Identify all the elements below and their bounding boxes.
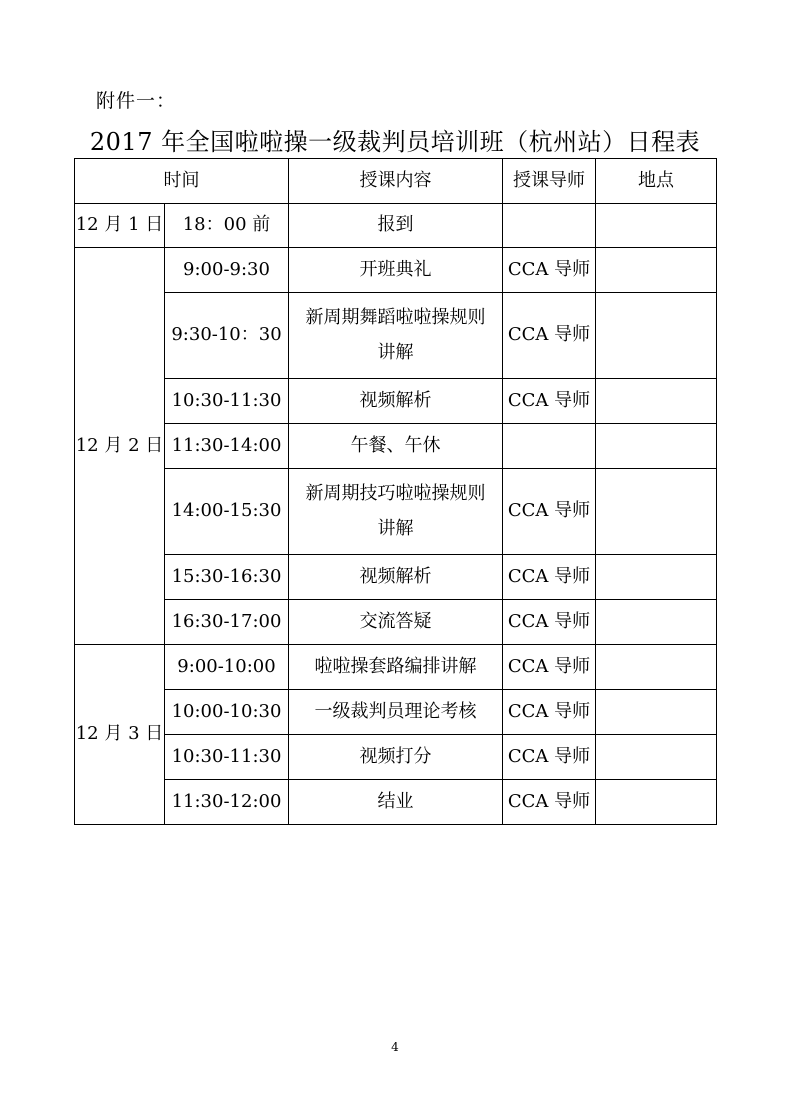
time-cell: 15:30-16:30 <box>165 555 289 600</box>
teacher-cell: CCA 导师 <box>503 780 596 825</box>
location-cell <box>596 248 717 293</box>
teacher-cell <box>503 204 596 248</box>
attachment-label: 附件一： <box>96 90 177 112</box>
date-cell: 12 月 3 日 <box>75 645 165 825</box>
content-cell: 报到 <box>289 204 503 248</box>
time-cell: 18：00 前 <box>165 204 289 248</box>
document-title: 2017 年全国啦啦操一级裁判员培训班（杭州站）日程表 <box>89 128 701 156</box>
location-cell <box>596 469 717 555</box>
header-location: 地点 <box>596 159 717 204</box>
table-row <box>75 735 717 780</box>
location-cell <box>596 293 717 379</box>
content-cell: 新周期舞蹈啦啦操规则讲解 <box>289 293 503 379</box>
teacher-cell <box>503 424 596 469</box>
teacher-cell: CCA 导师 <box>503 379 596 424</box>
content-cell: 新周期技巧啦啦操规则讲解 <box>289 469 503 555</box>
content-cell: 啦啦操套路编排讲解 <box>289 645 503 690</box>
time-cell: 9:30-10：30 <box>165 293 289 379</box>
content-cell: 一级裁判员理论考核 <box>289 690 503 735</box>
time-cell: 9:00-9:30 <box>165 248 289 293</box>
schedule-table <box>74 158 717 825</box>
header-row <box>75 159 717 204</box>
page-number: 4 <box>391 1040 399 1054</box>
location-cell <box>596 690 717 735</box>
table-row <box>75 600 717 645</box>
content-cell: 视频解析 <box>289 555 503 600</box>
location-cell <box>596 379 717 424</box>
table-row <box>75 780 717 825</box>
content-cell: 午餐、午休 <box>289 424 503 469</box>
content-cell: 开班典礼 <box>289 248 503 293</box>
time-cell: 9:00-10:00 <box>165 645 289 690</box>
teacher-cell: CCA 导师 <box>503 469 596 555</box>
table-row <box>75 248 717 293</box>
table-row <box>75 204 717 248</box>
time-cell: 11:30-12:00 <box>165 780 289 825</box>
content-cell: 交流答疑 <box>289 600 503 645</box>
location-cell <box>596 780 717 825</box>
teacher-cell: CCA 导师 <box>503 600 596 645</box>
location-cell <box>596 204 717 248</box>
teacher-cell: CCA 导师 <box>503 555 596 600</box>
table-row <box>75 293 717 379</box>
table-row <box>75 690 717 735</box>
content-cell: 视频解析 <box>289 379 503 424</box>
location-cell <box>596 600 717 645</box>
time-cell: 10:30-11:30 <box>165 735 289 780</box>
date-cell: 12 月 2 日 <box>75 248 165 645</box>
content-cell: 视频打分 <box>289 735 503 780</box>
location-cell <box>596 424 717 469</box>
location-cell <box>596 645 717 690</box>
table-row <box>75 424 717 469</box>
table-row <box>75 469 717 555</box>
header-time: 时间 <box>75 159 289 204</box>
teacher-cell: CCA 导师 <box>503 293 596 379</box>
time-cell: 11:30-14:00 <box>165 424 289 469</box>
header-teacher: 授课导师 <box>503 159 596 204</box>
time-cell: 14:00-15:30 <box>165 469 289 555</box>
time-cell: 16:30-17:00 <box>165 600 289 645</box>
table-row <box>75 645 717 690</box>
table-row <box>75 379 717 424</box>
teacher-cell: CCA 导师 <box>503 690 596 735</box>
teacher-cell: CCA 导师 <box>503 248 596 293</box>
header-content: 授课内容 <box>289 159 503 204</box>
teacher-cell: CCA 导师 <box>503 645 596 690</box>
location-cell <box>596 555 717 600</box>
teacher-cell: CCA 导师 <box>503 735 596 780</box>
content-cell: 结业 <box>289 780 503 825</box>
time-cell: 10:00-10:30 <box>165 690 289 735</box>
time-cell: 10:30-11:30 <box>165 379 289 424</box>
date-cell: 12 月 1 日 <box>75 204 165 248</box>
location-cell <box>596 735 717 780</box>
table-row <box>75 555 717 600</box>
